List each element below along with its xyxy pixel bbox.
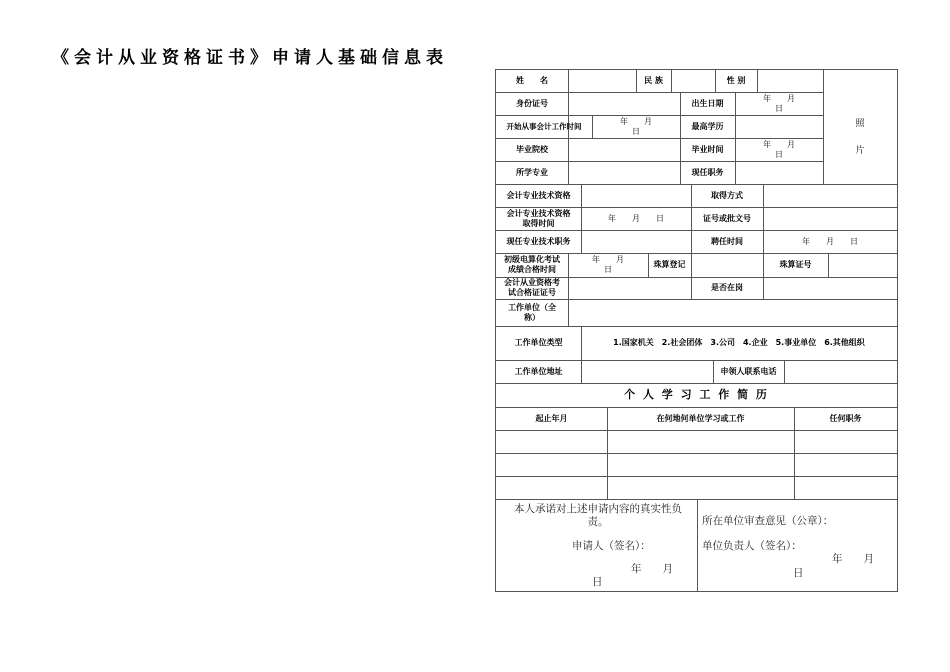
resume-col-place: 在何地何单位学习或工作: [656, 413, 745, 423]
label-abacus-reg: 珠算登记: [653, 260, 686, 269]
label-employer-address: 工作单位地址: [514, 366, 563, 376]
applicant-signature: 申请人（签名）：: [572, 540, 651, 552]
qual-time-value: 年 月 日: [608, 213, 664, 223]
label-photo: 照 片: [855, 119, 865, 156]
label-major: 所学专业: [516, 167, 548, 177]
work-start-value: 年 月 日: [620, 116, 652, 136]
unit-date-d: 日: [793, 567, 804, 579]
label-work-start: 开始从事会计工作时间: [506, 121, 582, 131]
label-current-post: 现任职务: [691, 167, 724, 177]
label-qual-time: 会计专业技术资格 取得时间: [506, 208, 571, 228]
label-tech-qual: 会计专业技术资格: [506, 190, 571, 200]
label-obtain-method: 取得方式: [711, 190, 743, 200]
label-cert-no: 证号或批文号: [703, 213, 751, 223]
grad-time-value: 年 月 日: [763, 139, 795, 159]
label-grad-time: 毕业时间: [691, 144, 724, 154]
label-school: 毕业院校: [516, 144, 548, 154]
birth-date-value: 年 月 日: [763, 93, 795, 113]
label-name: 姓 名: [516, 76, 548, 85]
label-abacus-cert: 珠算证号: [779, 260, 812, 269]
resume-col-period: 起止年月: [535, 413, 568, 423]
label-education: 最高学历: [691, 121, 724, 131]
label-ethnicity: 民 族: [644, 76, 663, 85]
employer-type-options: 1.国家机关 2.社会团体 3.公司 4.企业 5.事业单位 6.其他组织: [613, 338, 865, 347]
page-title: 《会计从业资格证书》申请人基础信息表: [52, 48, 448, 68]
resume-title: 个 人 学 习 工 作 简 历: [624, 388, 769, 401]
label-id-number: 身份证号: [516, 98, 548, 108]
unit-head-signature: 单位负责人（签名）：: [702, 540, 802, 552]
unit-date-ym: 年 月: [832, 553, 874, 565]
appoint-time-value: 年 月 日: [802, 236, 858, 246]
computer-exam-value: 年 月 日: [592, 255, 624, 274]
declaration-text: 本人承诺对上述申请内容的真实性负 责。: [514, 503, 682, 528]
applicant-date-ym: 年 月: [631, 563, 673, 575]
unit-review-text: 所在单位审查意见（公章）：: [702, 515, 834, 527]
label-appoint-time: 聘任时间: [711, 236, 743, 246]
label-contact-phone: 申领人联系电话: [720, 366, 777, 376]
label-exam-cert: 会计从业资格考 试合格证证号: [504, 278, 560, 297]
label-birth-date: 出生日期: [691, 98, 724, 108]
applicant-date-d: 日: [592, 576, 603, 588]
application-form: [495, 69, 898, 592]
label-current-title: 现任专业技术职务: [506, 236, 571, 246]
label-employer-type: 工作单位类型: [514, 338, 563, 347]
label-on-duty: 是否在岗: [711, 283, 743, 292]
label-employer: 工作单位（全 称）: [508, 302, 556, 322]
label-computer-exam: 初级电算化考试 成绩合格时间: [504, 255, 560, 274]
label-gender: 性 别: [726, 76, 746, 85]
resume-col-post: 任何职务: [829, 413, 862, 423]
